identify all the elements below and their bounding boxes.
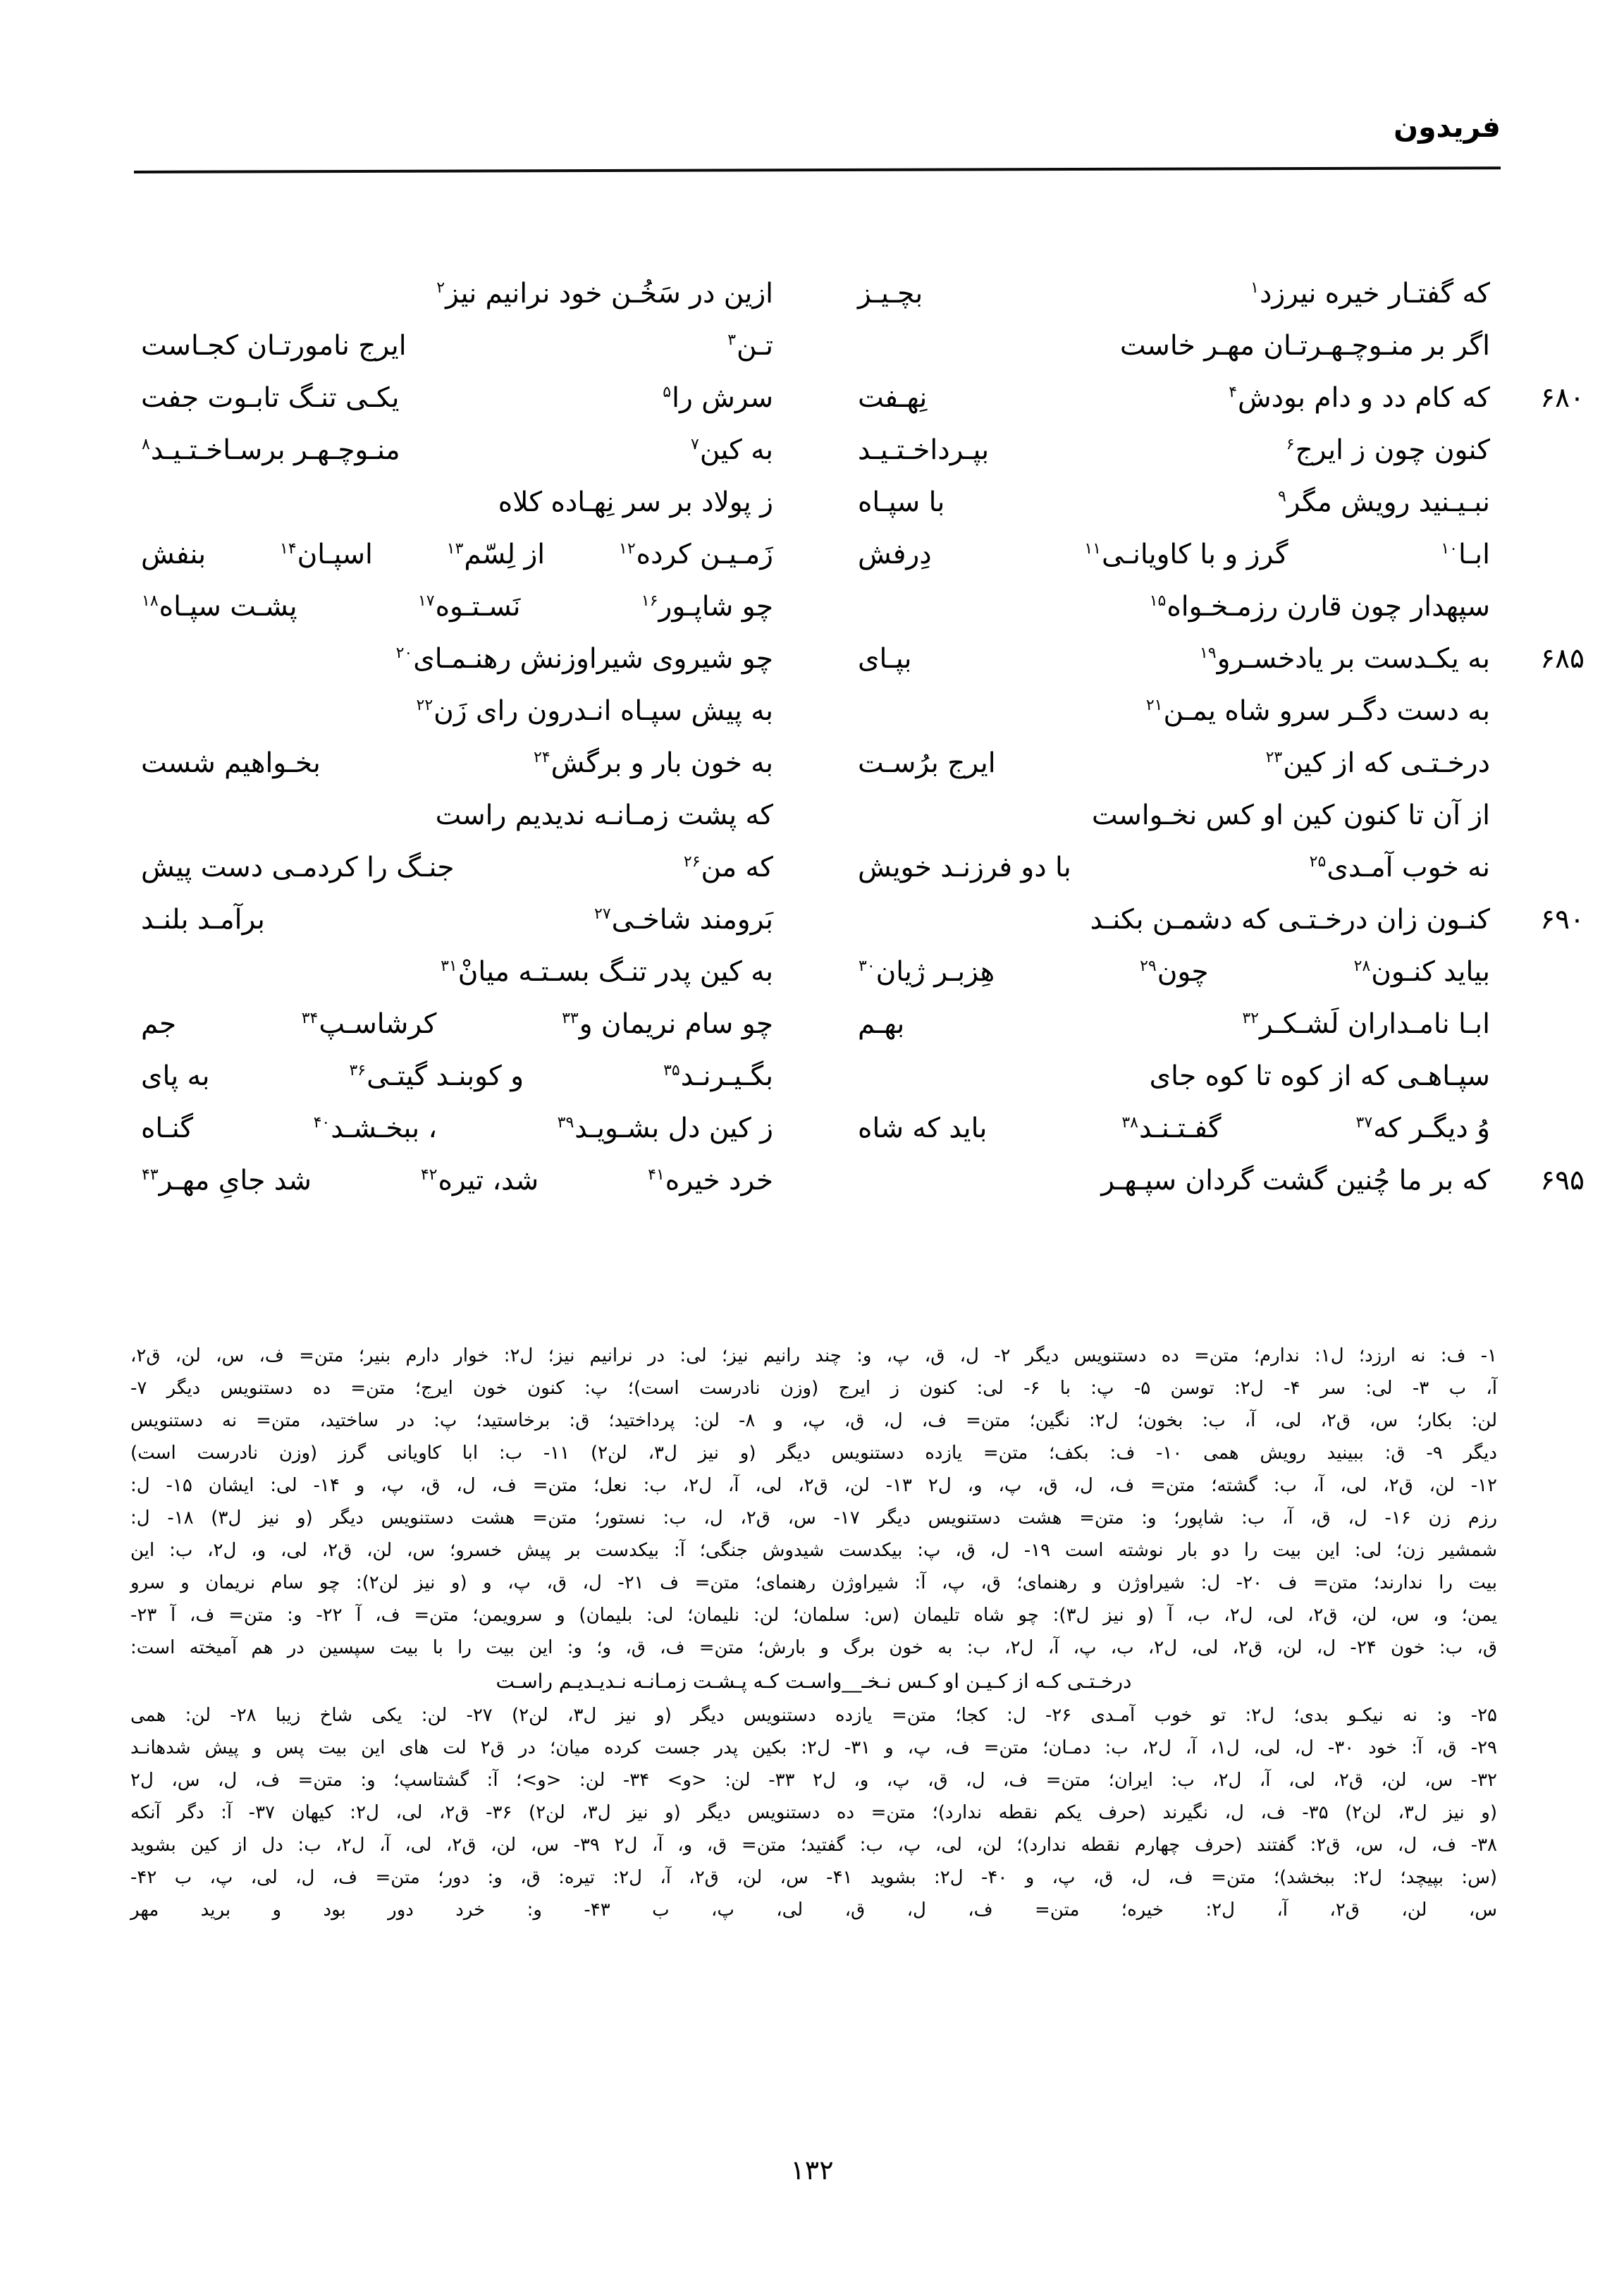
hemistich-segment: وُ ديگـر كه$^{۳۷}$ <box>1355 1113 1490 1144</box>
verse-line <box>858 842 1490 894</box>
hemistich-segment: ابـا$^{۱۰}$ <box>1441 539 1490 570</box>
hemistich <box>141 424 773 477</box>
footnote-marker: ۴ <box>1229 384 1238 401</box>
apparatus-line: ۲۹- ق، آ: خود ۳۰- ل، لى، ل‏۱، آ، ل‏۲، ب: دمـان؛ متن= ف، پ، و ۳۱- ل‏۲: بكين پدر جست كرده ميان؛ در ق‏۲ لت هاى اين بيت پس و پيش شده‏انـد <box>130 1737 1497 1758</box>
hemistich <box>141 320 773 372</box>
apparatus-line: يمن؛ و، س، لن، ق‏۲، لى، ل‏۲، ب، آ (و نيز ل‏۳): چو شاه تليمان (س: سلمان؛ لن: نليمان؛ لى: بليمان) و سرويمن؛ متن= ف، آ ۲۲- و: متن= ف، آ ۲۳- <box>130 1605 1497 1626</box>
footnote-marker: ۱ <box>1250 279 1259 297</box>
apparatus-line: ۱- ف: نه ارزد؛ ل‏۱: ندارم؛ متن= ده دستنويس ديگر ۲- ل، ق، پ، و: چند رانيم نيز؛ لى: در نرانيم نيز؛ ل‏۲: خوار دارم بنير؛ متن= ف، س، لن، ق‏۲، <box>130 1345 1497 1366</box>
hemistich-segment: اسپـان$^{۱۴}$ <box>280 539 373 570</box>
hemistich-segment: جنـگ را كردمـى دست پيش <box>141 852 455 883</box>
verse-line <box>141 894 773 946</box>
verse-line <box>858 790 1490 842</box>
hemistich-segment: ، ببخـشـد$^{۴۰}$ <box>313 1113 438 1144</box>
verse-line <box>141 477 773 529</box>
hemistich-segment: دِرفش <box>858 539 932 570</box>
verse-line <box>141 842 773 894</box>
verse-line <box>141 790 773 842</box>
footnote-marker: ۳۲ <box>1242 1010 1259 1027</box>
hemistich-segment: بگـيـرنـد$^{۳۵}$ <box>663 1060 773 1092</box>
hemistich-segment: ابـا نامـداران لَشـكـر$^{۳۲}$ <box>1242 1008 1490 1040</box>
hemistich <box>141 268 773 320</box>
footnote-marker: ۲۰ <box>395 644 413 662</box>
hemistich <box>858 1051 1490 1103</box>
hemistich-segment: زَمـيـن كرده$^{۱۲}$ <box>619 539 773 570</box>
hemistich <box>858 894 1490 946</box>
hemistich-segment: خرد خيره$^{۴۱}$ <box>648 1165 773 1196</box>
apparatus-line: رزم زن ۱۶- ل، ق، آ، ب: شاپور؛ و: متن= هشت دستنويس ديگر ۱۷- س، ق‏۲، ل، ب: نستور؛ متن= هشت دستنويس ديگر (و نيز ل‏۳) ۱۸- ل: <box>130 1507 1497 1529</box>
footnote-marker: ۵ <box>663 384 672 401</box>
hemistich-segment: چو شاپـور$^{۱۶}$ <box>641 591 773 623</box>
footnote-marker: ۱۶ <box>641 592 658 610</box>
verse-line <box>141 1155 773 1207</box>
hemistich <box>858 790 1490 842</box>
hemistich-segment: بهـم <box>858 1008 905 1040</box>
hemistich-segment: به پيش سپـاه انـدرون راى زَن$^{۲۲}$ <box>416 695 773 727</box>
page-title: فریدون <box>1394 110 1501 144</box>
hemistich-segment: سپهدار چون قارن رزمـخـواه$^{۱۵}$ <box>1149 591 1490 623</box>
hemistich-segment: كه كام دد و دام بودش$^۴$ <box>1229 382 1490 414</box>
hemistich-segment: بَرومند شاخـى$^{۲۷}$ <box>594 904 773 936</box>
hemistich-segment: منـوچـهـر برسـاخـتـيـد$^۸$ <box>142 434 400 466</box>
verse-line <box>141 633 773 685</box>
hemistich-segment: پشـت سپـاه$^{۱۸}$ <box>142 591 297 623</box>
footnote-marker: ۲۲ <box>416 697 433 714</box>
footnote-marker: ۲۴ <box>534 749 550 766</box>
hemistich-segment: گرز و با كاويانـى$^{۱۱}$ <box>1084 539 1288 570</box>
verse-line <box>141 685 773 737</box>
footnote-marker: ۴۳ <box>142 1166 159 1184</box>
verse-line <box>141 372 773 424</box>
hemistich-segment: كنـون زان درخـتـى كه دشمـن بكنـد <box>1090 904 1490 936</box>
footnote-marker: ۴۱ <box>648 1166 665 1184</box>
verse-line <box>141 581 773 633</box>
verse-line <box>858 737 1490 790</box>
hemistich <box>858 581 1490 633</box>
footnote-marker: ۸ <box>142 436 150 453</box>
verse-line <box>858 581 1490 633</box>
hemistich-segment: بچـيـز <box>858 278 923 310</box>
verse-number: ۶۸۰ <box>1540 382 1585 414</box>
apparatus-line: ۱۲- لن، ق‏۲، لى، آ، ب: گشته؛ متن= ف، ل، ق، پ، و، ل‏۲ ۱۳- لن، ق‏۲، لى، آ، ل‏۲، ب: نعل؛ متن= ف، ل، ق، پ، و ۱۴- لى: ايشان ۱۵- ل: <box>130 1475 1497 1496</box>
footnote-marker: ۱۲ <box>619 540 636 558</box>
footnote-marker: ۳ <box>727 331 737 349</box>
hemistich-segment: اگر بر منـوچـهـرتـان مهـر خاست <box>1119 330 1490 362</box>
verse-line <box>858 529 1490 581</box>
verse-line <box>858 1155 1585 1207</box>
footnote-marker: ۴۰ <box>313 1114 331 1132</box>
footnote-marker: ۱۹ <box>1199 644 1217 662</box>
hemistich-segment: جم <box>141 1008 177 1040</box>
footnote-marker: ۳۹ <box>557 1114 574 1132</box>
hemistich-segment: كه بر ما چُنين گشت گردان سپـهـر <box>1101 1165 1490 1196</box>
verse-line <box>858 946 1490 998</box>
hemistich-segment: بنفش <box>141 539 207 570</box>
hemistich <box>141 842 773 894</box>
hemistich <box>141 529 773 581</box>
hemistich <box>141 1155 773 1207</box>
verse-line <box>858 372 1585 424</box>
hemistich <box>858 477 1490 529</box>
hemistich <box>141 998 773 1051</box>
apparatus-inset-verse: درخـتـى كـه از كـيـن او كـس نـخـ__واسـت كـه پـشـت زمـانـه نـديـديـم راسـت <box>496 1670 1132 1693</box>
verse-line <box>858 1103 1490 1155</box>
hemistich-segment: سرش را$^۵$ <box>663 382 773 414</box>
footnote-marker: ۱۴ <box>280 540 297 558</box>
hemistich-segment: كه گفتـار خيره نيرزد$^۱$ <box>1250 278 1490 310</box>
hemistich <box>858 320 1490 372</box>
hemistich-segment: چو سام نريمان و$^{۳۳}$ <box>562 1008 773 1040</box>
verse-line <box>858 268 1490 320</box>
verse-line <box>141 424 773 477</box>
hemistich-segment: و كوبنـد گيتـى$^{۳۶}$ <box>349 1060 524 1092</box>
hemistich <box>141 477 773 529</box>
footnote-marker: ۶ <box>1286 436 1295 453</box>
verse-number: ۶۹۰ <box>1540 904 1585 936</box>
verse-line <box>141 1103 773 1155</box>
verse-line <box>858 477 1490 529</box>
hemistich-segment: با سپـاه <box>858 486 945 518</box>
verse-column-left <box>141 268 816 1207</box>
footnote-marker: ۲۶ <box>683 853 701 871</box>
footnote-marker: ۲۷ <box>594 905 611 923</box>
verse-line <box>141 946 773 998</box>
hemistich-segment: ازين در سَخُـن خود نرانيم نيز$^۲$ <box>436 278 773 310</box>
running-head <box>134 110 1501 190</box>
hemistich-segment: به يكـدست بر يادخسـرو$^{۱۹}$ <box>1199 643 1490 675</box>
hemistich <box>141 894 773 946</box>
hemistich <box>858 946 1490 998</box>
verse-number: ۶۸۵ <box>1540 643 1585 675</box>
hemistich <box>858 424 1490 477</box>
footnote-marker: ۳۸ <box>1121 1114 1138 1132</box>
hemistich-segment: از آن تا كنون كين او كس نخـواست <box>1091 800 1490 831</box>
hemistich <box>858 842 1490 894</box>
footnote-marker: ۳۰ <box>859 957 875 975</box>
verse-line <box>858 1051 1490 1103</box>
hemistich <box>141 581 773 633</box>
hemistich-segment: نبـيـنيد رويش مگر$^۹$ <box>1277 486 1490 518</box>
hemistich-segment: ز كين دل بشـويـد$^{۳۹}$ <box>557 1113 773 1144</box>
footnote-marker: ۱۸ <box>142 592 159 610</box>
hemistich <box>141 1103 773 1155</box>
hemistich-segment: گنـاه <box>141 1113 194 1144</box>
verse-columns <box>141 268 1585 1207</box>
verse-line <box>858 320 1490 372</box>
hemistich <box>858 1155 1490 1207</box>
footnote-marker: ۳۴ <box>301 1010 319 1027</box>
hemistich <box>141 372 773 424</box>
hemistich-segment: شد جاىِ مهـر$^{۴۳}$ <box>142 1165 312 1196</box>
footnote-marker: ۲ <box>436 279 445 297</box>
hemistich-segment: به كين$^۷$ <box>690 434 773 466</box>
hemistich-segment: بپـاى <box>858 643 912 675</box>
apparatus-line: لن: بكار؛ س، ق‏۲، لى، آ، ب: بخون؛ ل‏۲: نگين؛ متن= ف، ل، ق، پ، و ۸- لن: پرداختيد؛ ق: برخاستيد؛ پ: در ساختيد، متن= نه دستنويس <box>130 1410 1498 1431</box>
header-divider <box>134 166 1501 173</box>
footnote-marker: ۳۱ <box>441 957 457 975</box>
hemistich-segment: ز پولاد بر سر نِهـاده كلاه <box>498 486 773 518</box>
footnote-marker: ۲۱ <box>1145 697 1163 714</box>
hemistich-segment: از لِسّم$^{۱۳}$ <box>446 539 546 570</box>
hemistich-segment: بيايد كنـون$^{۲۸}$ <box>1353 956 1490 988</box>
footnote-marker: ۷ <box>690 436 699 453</box>
footnote-marker: ۳۶ <box>349 1062 367 1079</box>
verse-line <box>141 1051 773 1103</box>
hemistich-segment: نه خوب آمـدى$^{۲۵}$ <box>1309 852 1490 883</box>
hemistich <box>141 633 773 685</box>
hemistich-segment: درخـتـى كه از كين$^{۲۳}$ <box>1265 747 1490 779</box>
hemistich-segment: سپـاهـى كه از كوه تا كوه جاى <box>1149 1060 1490 1092</box>
hemistich <box>141 737 773 790</box>
footnote-marker: ۲۳ <box>1265 749 1283 766</box>
hemistich <box>141 1051 773 1103</box>
apparatus-line: ۳۸- ف، ل، س، ق‏۲: گفتند (حرف چهارم نقطه ندارد)؛ لن، لى، پ، ب: گفتيد؛ متن= ق، و، آ، ل‏۲ ۳۹- س، لن، ق‏۲، لى، آ، ل‏۲، ب: دل از كين بشويد <box>130 1835 1498 1856</box>
footnote-marker: ۲۵ <box>1309 853 1327 871</box>
apparatus-line: ۲۵- و: نه نيكـو بدى؛ ل‏۲: تو خوب آمـدى ۲۶- ل: كجا؛ متن= يازده دستنويس ديگر (و نيز ل‏۳، لن‏۲) ۲۷- لن: يكى شاخ زيبا ۲۸- لن: همى <box>130 1705 1497 1726</box>
hemistich-segment: يكـى تنـگ تابـوت جفت <box>141 382 400 414</box>
footnote-marker: ۳۵ <box>663 1062 680 1079</box>
footnote-marker: ۲۹ <box>1140 957 1157 975</box>
verse-line <box>141 268 773 320</box>
hemistich <box>858 529 1490 581</box>
critical-apparatus <box>130 1340 1497 1926</box>
hemistich-segment: كنون چون ز ايرج$^۶$ <box>1286 434 1490 466</box>
hemistich-segment: چو شيروى شيراوزنش رهنـمـاى$^{۲۰}$ <box>395 643 773 675</box>
verse-column-right <box>816 268 1585 1207</box>
folio-number: ۱۳۲ <box>790 2155 834 2186</box>
hemistich-segment: هِزبـر ژيان$^{۳۰}$ <box>859 956 995 988</box>
verse-line <box>141 320 773 372</box>
hemistich <box>858 685 1490 737</box>
verse-line <box>858 685 1490 737</box>
hemistich <box>858 268 1490 320</box>
hemistich-segment: كرشاسـپ$^{۳۴}$ <box>301 1008 437 1040</box>
hemistich-segment: به پاى <box>141 1060 210 1092</box>
apparatus-line: (س: بپيچد؛ ل‏۲: ببخشد)؛ متن= ف، ل، ق، پ، و ۴۰- ل‏۲: بشويد ۴۱- س، لن، ق‏۲، آ، ل‏۲: تيره: ق، و: دور؛ متن= ف، ل، لى، پ، ب ۴۲- <box>130 1867 1497 1888</box>
verse-line <box>858 998 1490 1051</box>
apparatus-line: (و نيز ل‏۳، لن‏۲) ۳۵- ف، ل، نگيرند (حرف يكم نقطه ندارد)؛ متن= ده دستنويس ديگر (و نيز ل‏۳، لن‏۲) ۳۶- ق‏۲، لى، ل‏۲: كيهان ۳۷- آ: دگر آنكه <box>130 1802 1497 1823</box>
hemistich <box>858 372 1490 424</box>
hemistich-segment: كه من$^{۲۶}$ <box>683 852 773 883</box>
hemistich-segment: نِهـفت <box>858 382 928 414</box>
footnote-marker: ۱۷ <box>417 592 435 610</box>
hemistich-segment: بپـرداخـتـيـد <box>858 434 990 466</box>
verse-line <box>141 529 773 581</box>
hemistich <box>141 790 773 842</box>
apparatus-line: بيت را ندارند؛ متن= ف ۲۰- ل: شيراوژن و رهنماى؛ ق، پ، آ: شيراوژن رهنماى؛ متن= ف ۲۱- ل، ق، پ، و (و نيز لن‏۲): چو سام نريمان و سرو <box>130 1572 1497 1593</box>
footnote-marker: ۳۳ <box>562 1010 579 1027</box>
hemistich-segment: بايد كه شاه <box>858 1113 988 1144</box>
verse-body <box>141 268 1585 1311</box>
hemistich-segment: تـن$^۳$ <box>727 330 773 362</box>
footnote-marker: ۱۵ <box>1149 592 1167 610</box>
apparatus-line: آ، ب ۳- لى: سر ۴- ل‏۲: توسن ۵- پ: با ۶- لى: كنون ز ايرج (وزن نادرست است)؛ پ: كنون خون ايرج؛ متن= ده دستنويس ديگر ۷- <box>130 1378 1497 1399</box>
hemistich <box>141 685 773 737</box>
hemistich <box>858 1103 1490 1155</box>
footnote-marker: ۹ <box>1277 488 1286 506</box>
verse-line <box>141 737 773 790</box>
hemistich-segment: نَسـتـوه$^{۱۷}$ <box>417 591 521 623</box>
apparatus-line: ق، ب: خون ۲۴- ل، لن، ق‏۲، لى، ل‏۲، ب، پ، آ، ل‏۲، ب: به خون برگ و بارش؛ متن= ف، ق، و؛ و: اين بيت را با بيت سپسين در هم آميخته است: <box>130 1637 1497 1658</box>
footnote-marker: ۱۳ <box>446 540 464 558</box>
footnote-marker: ۱۱ <box>1084 540 1102 558</box>
verse-line <box>858 633 1585 685</box>
verse-line <box>141 998 773 1051</box>
hemistich-segment: گفـتـنـد$^{۳۸}$ <box>1121 1113 1222 1144</box>
hemistich-segment: با دو فرزنـد خويش <box>858 852 1071 883</box>
hemistich-segment: ايرج نامورتـان كجـاست <box>141 330 407 362</box>
footnote-marker: ۳۷ <box>1355 1114 1373 1132</box>
verse-line <box>858 424 1490 477</box>
hemistich-segment: به كين پدر تنـگ بسـتـه ميانْ$^{۳۱}$ <box>441 956 773 988</box>
hemistich-segment: به دست دگـر سرو شاه يمـن$^{۲۱}$ <box>1145 695 1490 727</box>
hemistich <box>858 998 1490 1051</box>
apparatus-line: ۳۲- س، لن، ق‏۲، لى، آ، ل‏۲، ب: ايران؛ متن= ف، ل، ق، پ، و، ل‏۲ ۳۳- لن: <و> ۳۴- لن: <و>؛ آ: گشتاسپ؛ و: متن= ف، ل، س، ل‏۲ <box>130 1770 1497 1791</box>
verse-number: ۶۹۵ <box>1540 1165 1585 1196</box>
hemistich-segment: كه پشت زمـانـه نديديم راست <box>435 800 773 831</box>
hemistich-segment: شد، تيره$^{۴۲}$ <box>420 1165 539 1196</box>
footnote-marker: ۲۸ <box>1353 957 1371 975</box>
apparatus-line: شمشير زن؛ لى: اين بيت را دو بار نوشته است ۱۹- ل، ق، پ: بيكدست شيدوش جنگى؛ آ: بيكدست بر پيش خسرو؛ س، لن، ق‏۲، لى، و، ل‏۲، ب: اين <box>130 1540 1497 1561</box>
hemistich <box>858 737 1490 790</box>
hemistich <box>141 946 773 998</box>
footnote-marker: ۱۰ <box>1441 540 1458 558</box>
apparatus-line: ديگر ۹- ق: ببينيد رويش همى ۱۰- ف: بكف؛ متن= يازده دستنويس ديگر (و نيز ل‏۳، لن‏۲) ۱۱- ب: ابا كاويانى گرز (وزن نادرست است) <box>130 1443 1497 1464</box>
hemistich-segment: به خون بار و برگش$^{۲۴}$ <box>534 747 773 779</box>
apparatus-line: س، لن، ق‏۲، آ، ل‏۲: خيره؛ متن= ف، ل، ق، لى، پ، ب ۴۳- و: خرد دور بود و بريد مهر <box>130 1899 1497 1921</box>
hemistich-segment: برآمـد بلنـد <box>141 904 265 936</box>
hemistich-segment: بخـواهيم شست <box>141 747 321 779</box>
verse-line <box>858 894 1585 946</box>
footnote-marker: ۴۲ <box>420 1166 438 1184</box>
hemistich <box>858 633 1490 685</box>
hemistich-segment: ايرج برُسـت <box>858 747 996 779</box>
hemistich-segment: چون$^{۲۹}$ <box>1140 956 1209 988</box>
